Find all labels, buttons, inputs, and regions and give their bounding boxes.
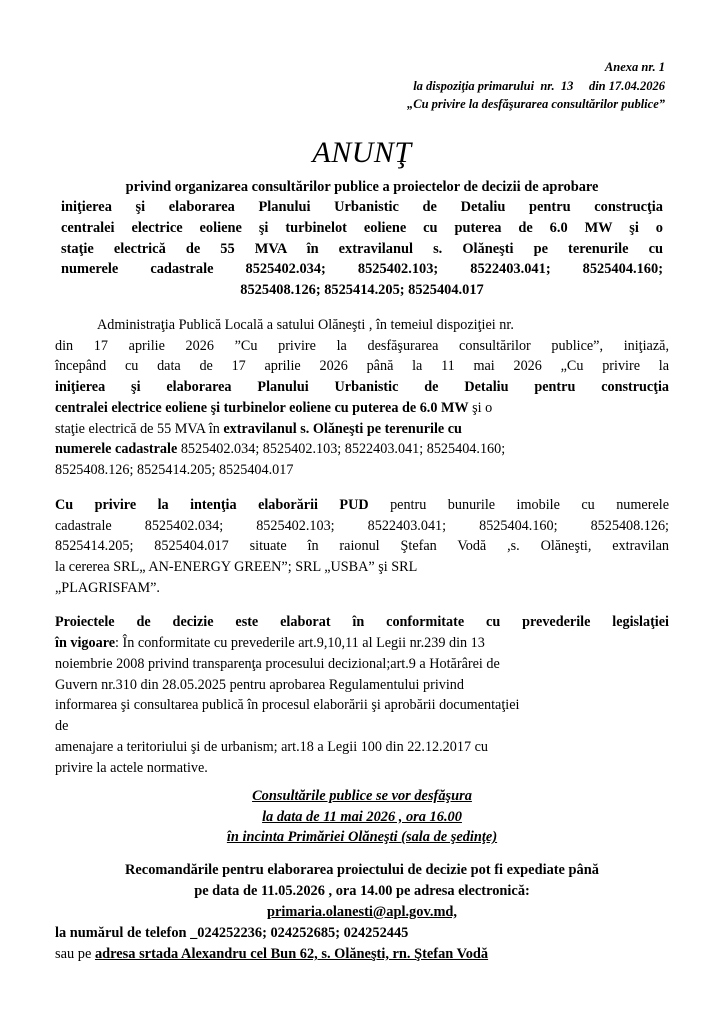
- annex-disposition: la dispoziţia primarului nr. 13 din 17.04.2026: [413, 78, 665, 93]
- consultation-line-3: [55, 827, 669, 847]
- p3-line-4: Guvern nr.310 din 28.05.2025 pentru aprobarea Regulamentului privind: [55, 676, 464, 693]
- page-title: ANUNŢ: [312, 135, 412, 169]
- address-line: [55, 944, 669, 965]
- annex-number: Anexa nr. 1: [604, 60, 665, 74]
- phone-label: la numărul de telefon: [55, 924, 191, 941]
- p1-line-2: din 17 aprilie 2026 ”Cu privire la desfăşurarea consultărilor publice”, iniţiază,: [55, 337, 669, 354]
- subtitle-line-6: 8525408.126; 8525414.205; 8525404.017: [240, 282, 484, 299]
- subtitle-block: [55, 177, 669, 301]
- consultation-schedule: [55, 786, 669, 847]
- subtitle-line-5: numerele cadastrale 8525402.034; 8525402.103; 8522403.041; 8525404.160;: [61, 261, 663, 278]
- paragraph-pud-intent: [55, 495, 669, 599]
- annex-subject: „Cu privire la desfăşurarea consultărilor publice”: [406, 97, 665, 111]
- p1-line-8: 8525408.126; 8525414.205; 8525404.017: [55, 462, 294, 479]
- p3-line-2: [55, 633, 669, 654]
- p2-line-3: 8525414.205; 8525404.017 situate în raionul Ştefan Vodă ,s. Olăneşti, extravilan: [55, 538, 669, 555]
- consultation-text-3: în incinta Primăriei Olăneşti (sala de şedinţe): [226, 829, 498, 846]
- office-address: adresa srtada Alexandru cel Bun 62, s. Olăneşti, rn. Ştefan Vodă: [94, 945, 489, 962]
- phone-line: [55, 923, 669, 944]
- p1-line-3: începând cu data de 17 aprilie 2026 până la 11 mai 2026 „Cu privire la: [55, 358, 669, 375]
- p1-line-6: [55, 419, 669, 440]
- recommendations-line-2: pe data de 11.05.2026 , ora 14.00 pe adresa electronică:: [194, 882, 530, 899]
- paragraph-administration: [55, 315, 669, 481]
- p1-tail-2: şi o: [468, 399, 493, 416]
- p2-line-1-rest: pentru bunurile imobile cu numerele: [368, 496, 669, 513]
- p3-line-1-bold: Proiectele de decizie este elaborat în conformitate cu prevederile legislaţiei: [55, 614, 669, 631]
- consultation-line-1: [55, 786, 669, 806]
- p1-tail-4: 8525402.034; 8525402.103; 8522403.041; 8525404.160;: [177, 441, 506, 458]
- email-link[interactable]: primaria.olanesti@apl.gov.md,: [266, 903, 458, 920]
- p2-line-5: „PLAGRISFAM”.: [55, 579, 160, 596]
- p1-line-5: [55, 398, 669, 419]
- recommendations-block: [55, 860, 669, 965]
- p1-bold-segment-3: extravilanul s. Olăneşti pe terenurile cu: [223, 420, 462, 437]
- p3-line-8: privire la actele normative.: [55, 759, 208, 776]
- p3-line-3: noiembrie 2008 privind transparenţa procesului decizional;art.9 a Hotărârei de: [55, 655, 500, 672]
- recommendations-email-line: [55, 902, 669, 923]
- p2-line-4: la cererea SRL„ AN-ENERGY GREEN”; SRL „USBA” şi SRL: [55, 558, 418, 575]
- subtitle-line-4: staţie electrică de 55 MVA în extravilanul s. Olăneşti pe terenurile cu: [61, 240, 663, 257]
- consultation-text-2: la data de 11 mai 2026 , ora 16.00: [262, 808, 462, 825]
- p2-line-1: [55, 495, 669, 516]
- subtitle-line-2: iniţierea şi elaborarea Planului Urbanistic de Detaliu pentru construcţia: [61, 199, 663, 216]
- p1-line-1: Administraţia Publică Locală a satului Olăneşti , în temeiul dispoziţiei nr.: [97, 316, 514, 333]
- p3-line-2-rest: : În conformitate cu prevederile art.9,10,11 al Legii nr.239 din 13: [115, 635, 485, 652]
- p2-bold-lead: Cu privire la intenţia elaborării PUD: [55, 496, 369, 513]
- phone-numbers: _024252236; 024252685; 024252445: [190, 924, 409, 941]
- subtitle-line-3: centralei electrice eoliene şi turbinelot eoliene cu puterea de 6.0 MW şi o: [61, 219, 663, 236]
- p2-line-2: cadastrale 8525402.034; 8525402.103; 8522403.041; 8525404.160; 8525408.126;: [55, 517, 669, 534]
- consultation-text-1: Consultările publice se vor desfăşura: [252, 788, 472, 805]
- annex-header: [55, 58, 669, 114]
- subtitle-line-1: privind organizarea consultărilor publice a proiectelor de decizii de aprobare: [125, 178, 599, 195]
- p1-bold-segment-4: numerele cadastrale: [55, 441, 178, 458]
- p1-line-4-bold: iniţierea şi elaborarea Planului Urbanistic de Detaliu pentru construcţia: [55, 379, 669, 396]
- recommendations-line-1: Recomandările pentru elaborarea proiectului de decizie pot fi expediate până: [125, 861, 599, 878]
- paragraph-legislation: [55, 612, 669, 778]
- p3-line-5: informarea şi consultarea publică în procesul elaborării şi aprobării documentaţiei: [55, 697, 520, 714]
- consultation-line-2: [55, 807, 669, 827]
- p3-bold-lead-2: în vigoare: [55, 635, 116, 652]
- p1-line-7: [55, 439, 669, 460]
- address-prefix: sau pe: [55, 945, 95, 962]
- p3-line-6: de: [55, 718, 69, 735]
- p1-prefix-5: staţie electrică de 55 MVA în: [55, 420, 224, 437]
- p3-line-7: amenajare a teritoriului şi de urbanism; art.18 a Legii 100 din 22.12.2017 cu: [55, 738, 488, 755]
- p1-bold-segment-2: centralei electrice eoliene şi turbinelor eoliene cu puterea de 6.0 MW: [55, 399, 469, 416]
